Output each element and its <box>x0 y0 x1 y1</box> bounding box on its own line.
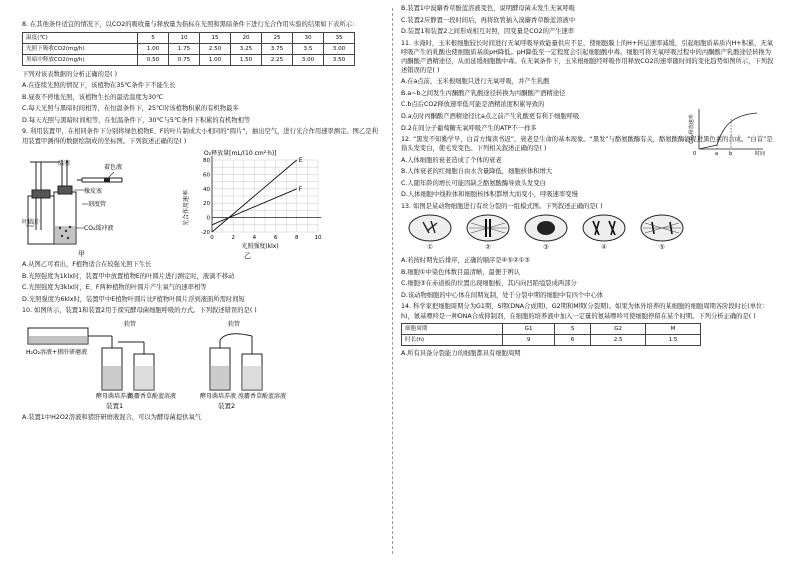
q8-row-label: 黑暗中释放CO2(mg/h) <box>23 54 138 65</box>
colored-droplet <box>104 178 110 182</box>
q11-graph-point-b: b <box>729 150 733 157</box>
x-tick-label: 2 <box>231 235 235 242</box>
q11-option-c: C.b点后CO2释放速率低可能是酒精浓度积累导致的 <box>401 101 545 109</box>
apparatus-jia-diagram <box>22 148 172 260</box>
cell-5-diagram <box>639 213 685 243</box>
q10-option-b: B.装置1中溴麝香草酚蓝溶液变色，说明酵母菌未发生无氧呼吸 <box>401 5 576 12</box>
q14-cell: 1.5 <box>646 335 701 346</box>
q8-cell: 1.50 <box>231 54 262 65</box>
series-label-e: E <box>298 157 303 165</box>
q8-temp: 30 <box>293 32 324 43</box>
q8-row-label: 光照下吸收CO2(mg/h) <box>23 43 138 54</box>
q11-graph-point-a: a <box>715 150 719 157</box>
q11-option-b: B.a~b之间发生丙酮酸产乳酸途径转换为丙酮酸产酒精途径 <box>401 89 566 97</box>
q9-option-c: C.光照强度为3klx时，E、F两种植物的叶圆片产生氧气的速率相等 <box>22 284 207 292</box>
table-row <box>402 335 701 346</box>
caption-yi: 乙 <box>244 252 251 261</box>
label-leaf-disc: 叶圆片 <box>22 219 41 227</box>
q14-table <box>401 323 701 346</box>
q13-option-d: D.该动物细胞的中心体在间期复制，处于分裂中期的细胞中有四个中心体 <box>401 291 604 299</box>
q8-cell: 3.25 <box>231 43 262 54</box>
q8-cell: 3.5 <box>293 43 324 54</box>
q12-stem: 12. “黑发不知勤学早，白首方悔读书迟”，衰老是生命的基本现象。“黑发”与酪氨酸酶有关，酪氨酸酶能促进黑色素的合成。“白首”是指头发变白，使毛发变色。下列相关叙述正确的是( ) <box>401 136 773 153</box>
cell-figure <box>465 213 511 252</box>
q8-option-d: D.每天光照与黑暗时间相等，在恒温条件下，30℃与5℃条件下积累的有机物相等 <box>22 116 251 124</box>
label-scale-tube: 刻度管 <box>88 201 107 209</box>
table-row <box>402 324 701 335</box>
graph-yi-grid <box>212 160 318 232</box>
x-tick-label: 10 <box>314 235 322 242</box>
y-tick-label: 0 <box>206 215 210 222</box>
q13-option-c: C.细胞③在赤道板的位置出现细胞板，其内向凹陷缢裂成两部分 <box>401 280 577 288</box>
q10-option-c: C.装置2应静置一段时间后，再将软管插入溴麝香草酚蓝溶液中 <box>401 16 576 24</box>
q13-cell-figures <box>407 213 775 252</box>
table-row <box>23 54 355 65</box>
q14-stem: 14. 科学家把细胞周期分为G1期、S期(DNA合成期)、G2期和M期(分裂期)。如果为体外培养的某细胞的细胞周期各阶段时长(单位：h)，氨基嘌呤是一种DNA合成抑制剂，在细胞的培养液中加入一定量的氨基嘌呤可使细胞停留在某个时期。下列分析正确的是( ) <box>401 303 769 320</box>
y-tick-label: -20 <box>201 230 210 237</box>
q10-option-d: D.装置1和装置2之间形成相互对照，因变量是CO2的产生速率 <box>401 28 575 36</box>
q8-table <box>22 32 355 66</box>
q8-table-header-label: 温度(℃) <box>23 32 138 43</box>
q14-header: 细胞周期 <box>402 324 503 335</box>
q9-option-d: D.光照强度为6klx时，装置甲中E植物叶圆片比F植物叶圆片浮到液面所需时间短 <box>22 295 245 303</box>
q14-cell: 2.5 <box>591 335 646 346</box>
label-hose-1: 软管 <box>124 320 137 328</box>
graph-yi <box>182 148 332 260</box>
q11-option-a: A.在a点前，玉米根细胞只进行无氧呼吸，并产生乳酸 <box>401 78 550 86</box>
label-yeast-culture-2: 酵母菌培养液 <box>200 392 237 400</box>
q8-temp: 5 <box>138 32 169 43</box>
q9-stem: 9. 利用装置甲，在相同条件下分别将绿色植物E、F的叶片制成大小相同的“圆片”，抽出空气，进行光合作用速率测定。图乙是利用装置甲测得的数据绘制成的坐标图。下列叙述正确的是( ) <box>22 128 378 145</box>
graph-yi-title: O₂释放量[mL/(10 cm²·h)] <box>204 150 277 158</box>
cell-label: ① <box>427 244 433 252</box>
q9-figures <box>22 148 384 260</box>
q8-temp: 15 <box>200 32 231 43</box>
q11-option-d: D.a点时丙酮酸产酒精途径比a点之前产生乳酸更有利于细胞呼吸 <box>401 112 580 120</box>
label-h2o2-solution: H₂O₂溶液+猪肝研磨液 <box>26 348 88 356</box>
x-tick-label: 6 <box>273 235 278 242</box>
right-column <box>401 4 775 361</box>
cell-figure <box>523 213 569 252</box>
q14-cell: 9 <box>503 335 554 346</box>
label-rubber-stopper: 橡皮塞 <box>84 188 103 196</box>
q8-cell: 1.00 <box>138 43 169 54</box>
q8-temp: 10 <box>169 32 200 43</box>
q9-option-b: B.光照强度为1klx时，装置甲中放置植物E的叶圆片进行测定时，液滴不移动 <box>22 272 235 280</box>
q14-header: G1 <box>503 324 554 335</box>
q8-option-c: C.每天光照与黑暗时间相等，在恒温条件下，25℃时该植物积累的有机物最多 <box>22 105 239 113</box>
table-row <box>23 43 355 54</box>
q8-cell: 3.00 <box>324 43 355 54</box>
cell-3-diagram <box>523 213 569 243</box>
q8-cell: 1.00 <box>200 54 231 65</box>
q12-option-c: C.人随年龄的增长可能因缺乏酪氨酸酶导致头发变白 <box>401 179 546 187</box>
q14-header: M <box>646 324 701 335</box>
q12-option-b: B.人体衰老的红细胞自由水含量降低，细胞核体积增大 <box>401 168 553 176</box>
caption-jia: 甲 <box>78 250 85 259</box>
cell-figure <box>581 213 627 252</box>
q14-header: G2 <box>591 324 646 335</box>
q11-stem: 11. 水淹时，玉米根细胞较长时间进行无氧呼吸导致能量供应不足，使细胞膜上的H+转运速率减缓，引起细胞质基质内H+积累，无氧呼吸产生的乳酸也使细胞质基质pH降低。pH降低至一定程度会引起细胞酸中毒。细胞可将无氧呼吸过程中的丙酮酸产乳酸途径转换为丙酮酸产酒精途径，从而延缓细胞酸中毒。在无氧条件下，玉米根细胞经呼吸作用释放CO2的速率随时间的变化趋势如图所示，下列叙述错误的是( ) <box>401 39 774 74</box>
x-tick-label: 8 <box>295 235 299 242</box>
y-tick-label: 20 <box>203 201 210 208</box>
q8-cell: 0.50 <box>138 54 169 65</box>
x-tick-label: 0 <box>210 235 214 242</box>
q8-temp: 20 <box>231 32 262 43</box>
q10-stem: 10. 如图所示，装置1和装置2用于探究酵母菌细胞呼吸的方式。下列叙述错误的是( ) <box>22 307 257 315</box>
y-tick-label: 60 <box>203 172 210 179</box>
graph-yi-xlabel: 光照强度(klx) <box>241 243 279 251</box>
cell-figure <box>407 213 453 252</box>
q11-co2-graph <box>687 105 771 157</box>
cell-figure <box>639 213 685 252</box>
cell-label: ⑤ <box>659 244 665 252</box>
y-tick-label: 80 <box>203 158 210 165</box>
q8-option-b: B.昼夜不停地光照，该植物生长的最适温度为30℃ <box>22 93 164 101</box>
q12-option-d: D.人体细胞中线粒体和细胞核体积都增大而变小，呼吸速率变慢 <box>401 191 578 199</box>
cell-1-diagram <box>407 213 453 243</box>
cell-4-diagram <box>581 213 627 243</box>
series-label-f: F <box>298 185 303 193</box>
q13-option-a: A.若按时期先后排序，正确的顺序是④⑤②①③ <box>401 257 530 265</box>
cell-2-diagram <box>465 213 511 243</box>
q10-option-a: A.装置1中H2O2溶液和猪肝研磨液混合，可以为酵母菌提供氧气 <box>22 413 202 421</box>
q11-graph-xlabel: 时间 <box>755 150 766 157</box>
q10-apparatus-diagram <box>22 318 322 410</box>
q14-cell: 6 <box>554 335 590 346</box>
q8-cell: 3.00 <box>293 54 324 65</box>
caption-device-2: 装置2 <box>218 401 236 410</box>
column-divider <box>392 8 393 554</box>
q14-cell: 时长(h) <box>402 335 503 346</box>
q8-option-a: A.在连续光照的情况下，该植物在35℃条件下不能生长 <box>22 82 176 90</box>
label-hose-2: 软管 <box>228 320 241 328</box>
q14-header: S <box>554 324 590 335</box>
label-yeast-culture-1: 酵母菌培养液 <box>96 392 133 400</box>
q9-option-a: A.从图乙可看出，F植物适合在较强光照下生长 <box>22 261 152 269</box>
q8-stem: 8. 在其他条件适宜的情况下，以CO2的吸收量与释放量为指标在光照和黑暗条件下进行光合作用实验的结果如下表所示： <box>22 21 359 28</box>
cell-label: ② <box>485 244 491 252</box>
graph-yi-lines <box>212 157 303 232</box>
graph-yi-ticks <box>201 158 322 241</box>
label-colored-liquid: 着色液 <box>104 164 123 172</box>
q11-graph-ylabel: CO₂释放速率 <box>689 113 695 144</box>
q8-temp: 25 <box>262 32 293 43</box>
graph-yi-ylabel: 光合作用速率 <box>183 190 190 227</box>
q11-graph-origin: 0 <box>693 150 697 157</box>
q8-cell: 2.50 <box>200 43 231 54</box>
label-btb-solution-1: 溴麝香草酚蓝溶液 <box>128 392 177 400</box>
q11-option-d2: D.2在间分子葡萄糖无氧呼吸产生的ATP不一样多 <box>401 124 537 132</box>
cell-label: ③ <box>543 244 549 252</box>
q8-cell: 0.75 <box>169 54 200 65</box>
x-tick-label: 4 <box>252 235 257 242</box>
q8-cell: 3.50 <box>324 54 355 65</box>
q8-cell: 2.25 <box>262 54 293 65</box>
q8-cell: 3.75 <box>262 43 293 54</box>
label-btb-solution-2: 溴麝香草酚蓝溶液 <box>238 392 287 400</box>
label-co2-buffer: CO₂缓冲液 <box>84 225 114 233</box>
q8-ask: 下列对该表数据的分析正确的是( ) <box>22 70 118 78</box>
cell-label: ④ <box>601 244 607 252</box>
caption-device-1: 装置1 <box>106 401 124 410</box>
q14-option-a: A.所有具备分裂能力的细胞都具有细胞周期 <box>401 350 521 358</box>
y-tick-label: 40 <box>203 186 210 193</box>
label-piston: 活塞 <box>58 160 71 168</box>
q13-stem: 13. 如图是某动物细胞进行有丝分裂的一组模式图。下列叙述正确的是( ) <box>401 202 603 210</box>
left-column <box>22 20 384 424</box>
q8-cell: 1.75 <box>169 43 200 54</box>
q12-option-a: A.人体细胞的衰老造成了个体的衰老 <box>401 156 502 164</box>
q13-option-b: B.细胞①中染色体数目最清晰，最便于辨认 <box>401 268 521 276</box>
q8-temp: 35 <box>324 32 355 43</box>
